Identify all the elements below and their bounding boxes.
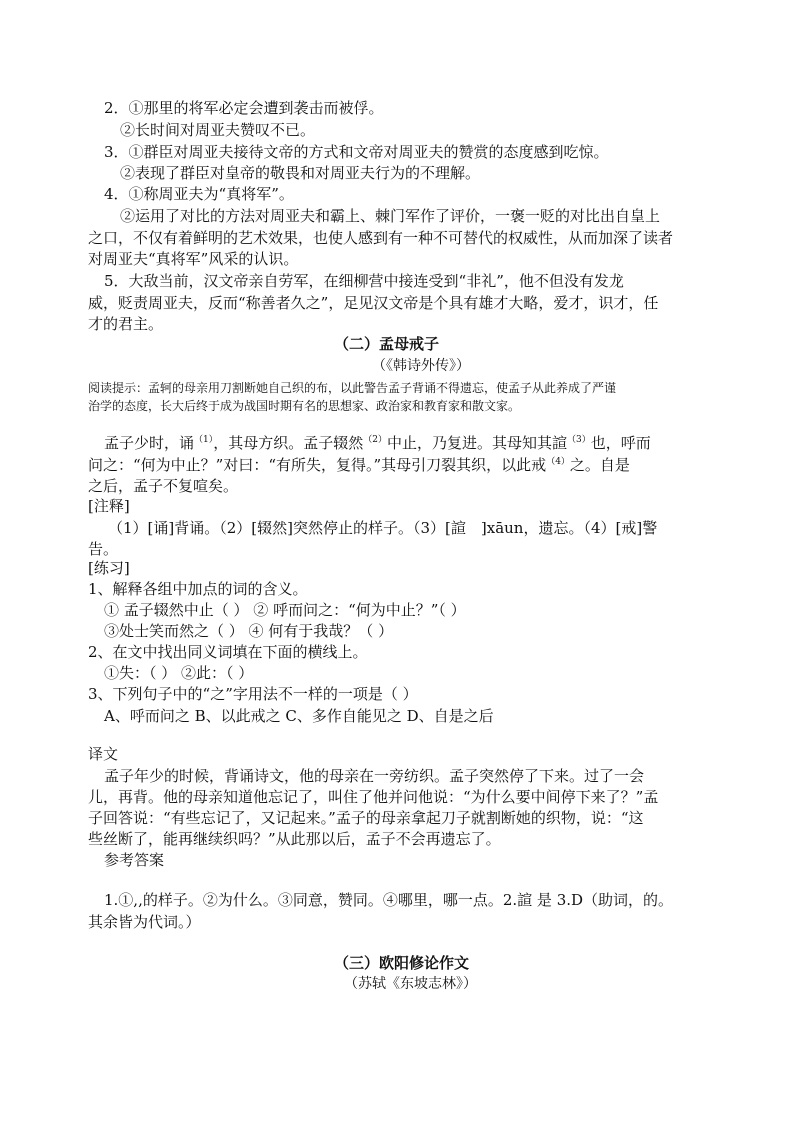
translation-line-2: 儿，再背。他的母亲知道他忘记了，叫住了他并问他说：“为什么要中间停下来了？”孟 <box>88 788 659 806</box>
exercise-label: [练习] <box>88 559 130 577</box>
section-2-title: （二）孟母戒子 <box>334 335 440 353</box>
exercise-1-items-b: ③处士笑而然之（ ） ④ 何有于我哉？（ ） <box>104 622 394 640</box>
translation-line-1: 孟子年少的时候，背诵诗文，他的母亲在一旁纺织。孟子突然停了下来。过了一会 <box>104 767 645 785</box>
answer-5-cont: 威，贬责周亚夫，反而“称善者久之”，足见汉文帝是个具有雄才大略，爱才，识才，任 <box>88 294 659 312</box>
answer-4-1: 4．①称周亚夫为“真将军”。 <box>104 185 294 203</box>
answer-label: 参考答案 <box>104 851 165 869</box>
answer-3-2: ②表现了群臣对皇帝的敬畏和对周亚夫行为的不理解。 <box>120 164 481 182</box>
classical-text-line-1: 孟子少时，诵$^{(1)}$，其母方织。孟子辍然$^{(2)}$中止，乃复进。其母知其諠$^{(3)}$也，呼而 <box>104 434 651 452</box>
exercise-1-items-a: ① 孟子辍然中止（ ） ② 呼而问之：“何为中止？”（ ） <box>104 601 466 619</box>
section-3-title: （三）欧阳修论作文 <box>334 954 470 972</box>
answer-4-2: ②运用了对比的方法对周亚夫和霸上、棘门军作了评价，一褒一贬的对比出自皇上 <box>120 207 661 225</box>
section-3-source: （苏轼《东坡志林》） <box>344 976 477 992</box>
answer-line-2: 其余皆为代词。） <box>88 913 201 931</box>
reading-hint-1: 阅读提示：孟轲的母亲用刀割断她自己织的布，以此警告孟子背诵不得遗忘，使孟子从此养成了严谨 <box>88 381 617 395</box>
answer-line-1: 1.①,,的样子。②为什么。③同意，赞同。④哪里，哪一点。2.諠 是 3.D（助词，的。 <box>104 891 674 909</box>
notes-line-1: （1）[诵]背诵。（2）[辍然]突然停止的样子。（3）[諠 ]xāun，遗忘。（4）[戒]警 <box>108 519 658 537</box>
footnote-mark-1: （1） <box>194 435 214 445</box>
answer-5-end: 才的君主。 <box>88 315 164 333</box>
exercise-3: 3、下列句子中的“之”字用法不一样的一项是（ ） <box>88 685 418 703</box>
notes-label: [注释] <box>88 497 130 515</box>
answer-4-2-end: 对周亚夫“真将军”风采的认识。 <box>88 250 299 268</box>
answer-2-2: ②长时间对周亚夫赞叹不已。 <box>120 121 316 139</box>
exercise-2-items: ①失：（ ） ②此：（ ） <box>104 664 254 682</box>
classical-text-line-2: 问之：“何为中止？”对曰：“有所失，复得。”其母引刀裂其织，以此戒$^{(4)}$之。自是 <box>88 456 630 474</box>
translation-line-3: 子回答说：“有些忘记了，又记起来。”孟子的母亲拿起刀子就割断她的织物，说：“这 <box>88 809 644 827</box>
exercise-2: 2、在文中找出同义词填在下面的横线上。 <box>88 643 368 661</box>
footnote-mark-3: （3） <box>567 435 591 445</box>
notes-line-2: 告。 <box>88 540 119 558</box>
answer-2-1: 2．①那里的将军必定会遭到袭击而被俘。 <box>104 99 384 117</box>
reading-hint-2: 治学的态度，长大后终于成为战国时期有名的思想家、政治家和教育家和散文家。 <box>88 399 521 413</box>
footnote-mark-4: （4） <box>546 457 570 467</box>
footnote-mark-2: （2） <box>363 435 387 445</box>
answer-5: 5．大敌当前，汉文帝亲自劳军，在细柳营中接连受到“非礼”，他不但没有发龙 <box>104 272 624 290</box>
section-2-source: （《韩诗外传》） <box>372 358 470 374</box>
exercise-1: 1、解释各组中加点的词的含义。 <box>88 580 308 598</box>
exercise-3-options: A、呼而问之 B、以此戒之 C、多作自能见之 D、自是之后 <box>104 707 494 725</box>
classical-text-line-3: 之后，孟子不复喧矣。 <box>88 477 239 495</box>
translation-label: 译文 <box>88 745 119 763</box>
translation-line-4: 些丝断了，能再继续织吗？”从此那以后，孟子不会再遗忘了。 <box>88 830 501 848</box>
answer-4-2-cont: 之口，不仅有着鲜明的艺术效果，也使人感到有一种不可替代的权威性，从而加深了读者 <box>88 229 674 247</box>
answer-3-1: 3．①群臣对周亚夫接待文帝的方式和文帝对周亚夫的赞赏的态度感到吃惊。 <box>104 143 609 161</box>
